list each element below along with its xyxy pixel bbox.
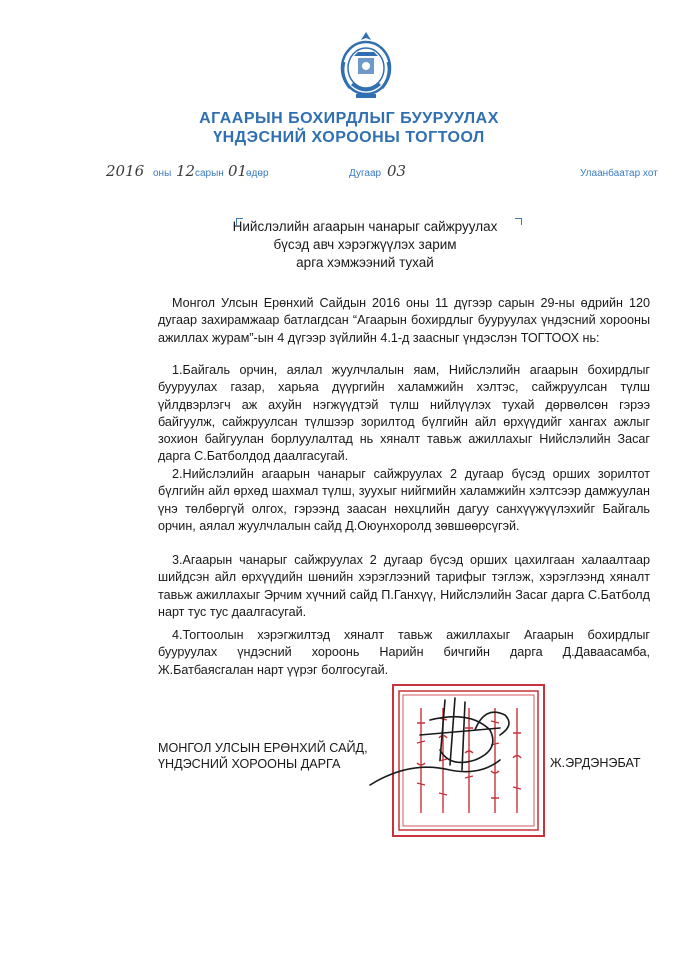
date-month-label: сарын bbox=[195, 168, 224, 179]
signatory-title bbox=[158, 740, 368, 772]
signatory-name: Ж.ЭРДЭНЭБАТ bbox=[550, 756, 641, 770]
handwritten-signature-icon bbox=[350, 690, 550, 800]
state-emblem-icon bbox=[334, 26, 398, 106]
subject-line1: Нийслэлийн агаарын чанарыг сайжруулах bbox=[232, 219, 498, 234]
resolution-item-2: 2.Нийслэлийн агаарын чанарыг сайжруулах 2 дугаар бүсэд орших зорилтот бүлгийн айл өрхөд шахмал түлш, зуухыг нийгмийн халамжийн хэлтсээр дамжуулан үнэ төлбөргүй олгох, гэрээнд заасан нөхцлийн дагуу санхүүжүүлэхийг Байгаль орчин, аялал жуулчлалын сайд Д.Оюунхоролд зөвшөөрсүгэй. bbox=[158, 467, 650, 533]
subject-line2: бүсэд авч хэрэгжүүлэх зарим bbox=[273, 237, 457, 252]
signatory-title-line1: МОНГОЛ УЛСЫН ЕРӨНХИЙ САЙД, bbox=[158, 741, 368, 755]
number-label: Дугаар bbox=[349, 168, 382, 179]
date-year-label: оны bbox=[153, 168, 172, 179]
document-number: 03 bbox=[387, 162, 407, 180]
subject-line3: арга хэмжээний тухай bbox=[296, 255, 434, 270]
bracket-top-left bbox=[236, 218, 243, 225]
preamble-paragraph: Монгол Улсын Ерөнхий Сайдын 2016 оны 11 дүгээр сарын 29-ны өдрийн 120 дугаар захирамжаар батлагдсан “Агаарын бохирдлыг бууруулах үндэсний хорооны ажиллах журам”-ын 4 дүгээр зүйлийн 4.1-д заасныг үндэслэн ТОГТООХ нь: bbox=[158, 296, 650, 345]
document-title-line2: ҮНДЭСНИЙ ХОРООНЫ ТОГТООЛ bbox=[213, 129, 485, 146]
date-day: 01 bbox=[228, 162, 248, 180]
date-month: 12 bbox=[176, 162, 196, 180]
date-day-label: өдөр bbox=[246, 168, 269, 179]
document-subject bbox=[200, 218, 530, 272]
document-title-line1: АГААРЫН БОХИРДЛЫГ БУУРУУЛАХ bbox=[199, 110, 499, 127]
resolution-item-3: 3.Агаарын чанарыг сайжруулах 2 дугаар бүсэд орших цахилгаан халаалтаар шийдсэн айл өрхүүдийн шөнийн хэрэглээний тарифыг тэглэж, хэрэглээнд хяналт тавьж ажиллахыг Эрчим хүчний сайд П.Ганхүү, Нийслэлийн Засаг дарга С.Батболд нарт тус тус даалгасугай. bbox=[158, 553, 650, 619]
signatory-title-line2: ҮНДЭСНИЙ ХОРООНЫ ДАРГА bbox=[158, 757, 341, 771]
date-year: 2016 bbox=[106, 162, 145, 180]
resolution-item-4: 4.Тогтоолын хэрэгжилтэд хяналт тавьж ажиллахыг Агаарын бохирдлыг бууруулах үндэсний хороонь Нарийн бичгийн дарга Д.Даваасамба, Ж.Батбаясгалан нарт үүрэг болгосугай. bbox=[158, 628, 650, 677]
document-meta-line bbox=[0, 162, 698, 184]
bracket-top-right bbox=[515, 218, 522, 225]
document-place: Улаанбаатар хот bbox=[580, 168, 658, 179]
resolution-item-1: 1.Байгаль орчин, аялал жуулчлалын яам, Нийслэлийн агаарын бохирдлыг бууруулах газар, харьяа дүүргийн халамжийн хэлтэс, сайжруулсан түлш үйлдвэрлэгч аж ахуйн нэгжүүдтэй түлш нийлүүлэх тухай дөрвөлсөн гэрээ байгуулж, сайжруулсан түлшээр зорилтод бүлгийн айл өрхүүдийг хангах ажлыг зохион байгуулан борлуулалтад нь хяналт тавьж ажиллахыг Нийслэлийн Засаг дарга С.Батболдод даалгасугай. bbox=[158, 363, 650, 464]
